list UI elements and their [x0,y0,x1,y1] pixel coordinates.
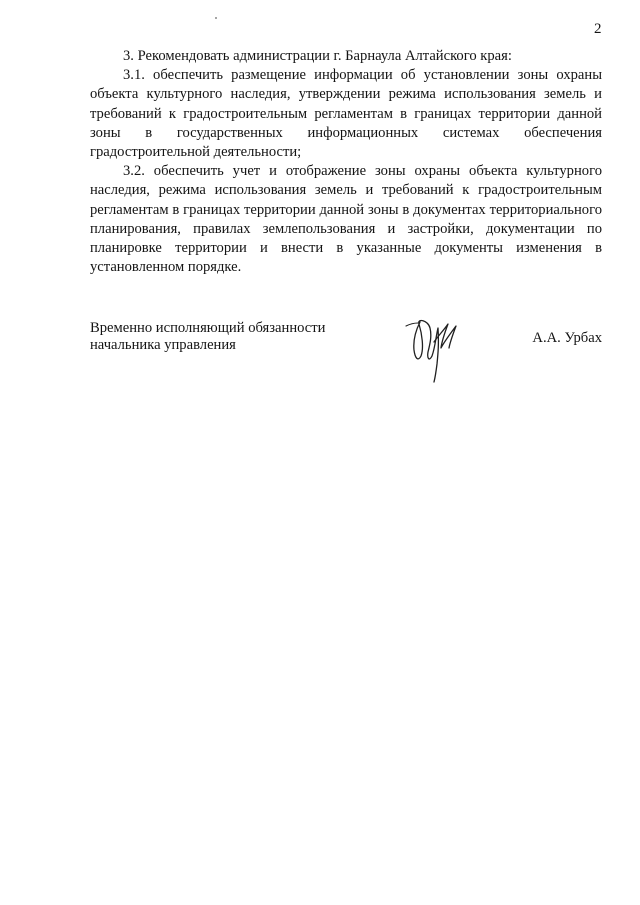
paragraph-item-3-2: 3.2. обеспечить учет и отображение зоны охраны объекта культурного наследия, режима использования земель и требований к градостроительным регламентам в границах территории данной зоны в документах территориального планирования, правилах землепользования и застройки, документации по планировке территории и внести в указанные документы изменения в установленном порядке. [90,163,602,276]
handwritten-signature [404,314,466,384]
signatory-name: А.А. Урбах [532,330,602,346]
signatory-title [90,320,325,353]
paragraph-item-3-1: 3.1. обеспечить размещение информации об установлении зоны охраны объекта культурного наследия, утверждении режима использования земель и требований к градостроительным регламентам в границах территории данной зоны в государственных информационных системах обеспечения градостроительной деятельности; [90,67,602,161]
signature-block [90,320,602,390]
signatory-title-line-2: начальника управления [90,336,236,353]
document-body [90,47,602,277]
signatory-title-line-1: Временно исполняющий обязанности [90,320,326,336]
page-number: 2 [594,21,602,37]
paragraph-item-3: 3. Рекомендовать администрации г. Барнаула Алтайского края: [123,48,512,64]
scan-speck [215,17,217,19]
